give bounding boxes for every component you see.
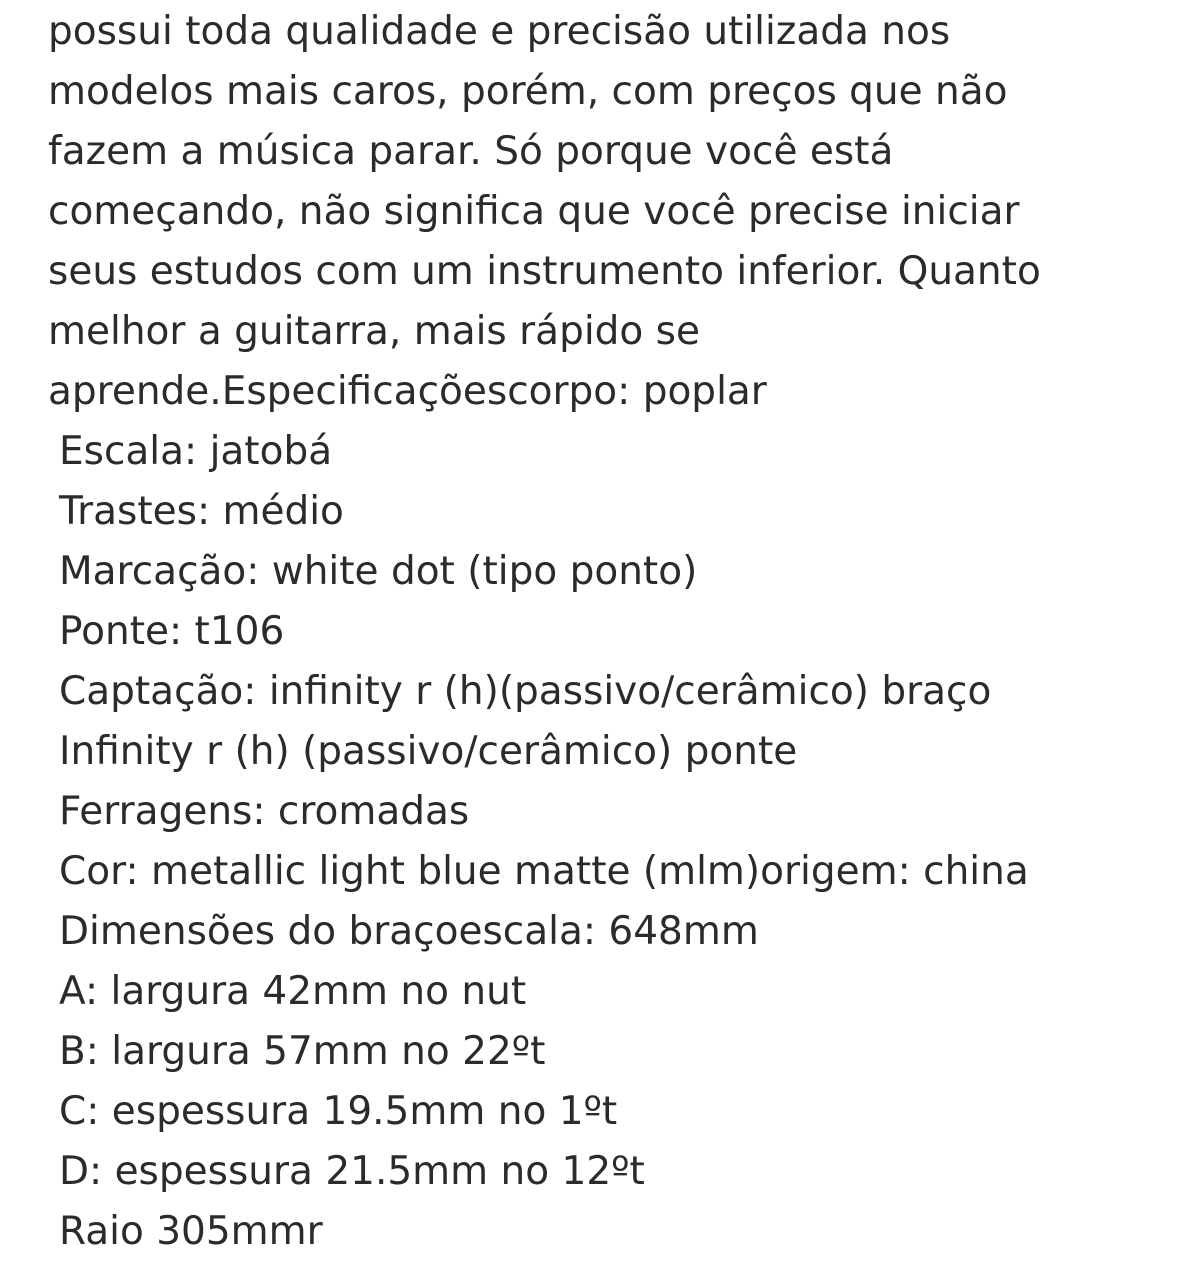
spec-line: D: espessura 21.5mm no 12ºt: [59, 1149, 645, 1194]
spec-line: A: largura 42mm no nut: [59, 969, 527, 1014]
spec-line: B: largura 57mm no 22ºt: [59, 1029, 546, 1074]
description-line: fazem a música parar. Só porque você está: [48, 129, 894, 174]
spec-line: Infinity r (h) (passivo/cerâmico) ponte: [59, 729, 798, 774]
description-line: melhor a guitarra, mais rápido se: [48, 309, 700, 354]
description-line: modelos mais caros, porém, com preços que não: [48, 69, 1008, 114]
spec-line: Marcação: white dot (tipo ponto): [59, 549, 698, 594]
description-line: possui toda qualidade e precisão utilizada nos: [48, 9, 951, 54]
spec-line: Trastes: médio: [59, 489, 344, 534]
description-line: começando, não significa que você precise iniciar: [48, 189, 1020, 234]
spec-line: Cor: metallic light blue matte (mlm)origem: china: [59, 849, 1029, 894]
spec-line: Ponte: t106: [59, 609, 285, 654]
spec-line: Raio 305mmr: [59, 1209, 323, 1254]
product-description-text: [48, 2, 1178, 1262]
description-line: seus estudos com um instrumento inferior. Quanto: [48, 249, 1041, 294]
spec-line: Dimensões do braçoescala: 648mm: [59, 909, 759, 954]
description-line: aprende.Especificaçõescorpo: poplar: [48, 369, 767, 414]
spec-line: Captação: infinity r (h)(passivo/cerâmico) braço: [59, 669, 992, 714]
spec-line: Escala: jatobá: [59, 429, 333, 474]
spec-line: Ferragens: cromadas: [59, 789, 470, 834]
spec-line: C: espessura 19.5mm no 1ºt: [59, 1089, 618, 1134]
